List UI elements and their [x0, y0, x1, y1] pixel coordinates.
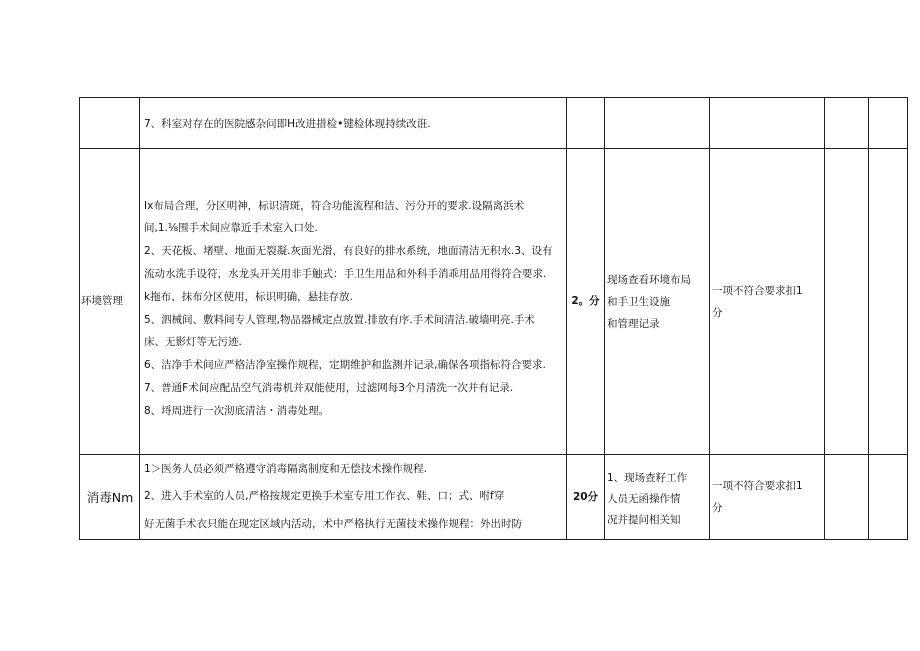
deduction-line: 一项不符合要求扣1	[712, 480, 803, 492]
table-row-prev	[80, 98, 908, 149]
content-line: 流动水洗手设符，水龙头开关用非手触式：手卫生用品和外科手消乖用品用得符合要求.	[144, 267, 547, 280]
category-disinfection: 消毒Nm	[80, 455, 140, 540]
content-line: 2、天花板、堵壁、地面无裂凝.灰面光滑，有良好的排水系统，地面清洁无积水.3、设有	[144, 245, 553, 258]
deduction-line: 分	[712, 306, 723, 319]
blank-cell	[825, 98, 869, 149]
method-line: 况并提问相关知	[607, 513, 681, 526]
method-line: 和手卫生设施	[607, 295, 670, 308]
content-line: k拖布、抹布分区使用，标识明确，悬挂存放.	[144, 290, 353, 303]
category-environment: 环境管理	[80, 149, 140, 455]
score-disinfection: 20分	[567, 455, 605, 540]
content-line: 好无菌手术衣只能在现定区域内活动，术中严格执行无菌技术操作规程：外出时防	[144, 517, 522, 530]
content-cell	[140, 455, 567, 540]
blank-cell	[825, 455, 869, 540]
score-cell	[567, 98, 605, 149]
blank-cell	[869, 455, 908, 540]
content-line: Ix布局合理，分区明神，标识清斑，符合功能流程和洁、污分开的要求.设隔离浜术	[144, 199, 525, 212]
content-line: 6、洁净手术间应严格洁净室操作规程，定期维护和监测并记录,确保各项指标符合要求.	[144, 359, 546, 372]
method-cell	[605, 98, 710, 149]
content-line: 2、进入手术室的人员,严格按规定更换手术室专用工作衣、鞋、口；式、咐f穿	[144, 490, 505, 503]
score-environment: 2。分	[567, 149, 605, 455]
deduction-cell	[710, 455, 825, 540]
content-line: 5、泗械间、敷料间专人管理,物品器械定点放置.排放有序.手术间清洁.破墙明亮.手术	[144, 313, 535, 326]
deduction-cell	[710, 149, 825, 455]
content-line: 8、埒周进行一次沏底清洁・消毒处理。	[144, 404, 330, 417]
deduction-cell	[710, 98, 825, 149]
deduction-line: 一项不符合要求扣1	[712, 284, 803, 297]
content-cell	[140, 98, 567, 149]
method-line: 人员无函操作情	[607, 492, 681, 505]
category-cell	[80, 98, 140, 149]
blank-cell	[825, 149, 869, 455]
method-line: 和管理记录	[607, 317, 660, 330]
table-row-disinfection	[80, 455, 908, 540]
method-line: 1、现场查籽工作	[607, 471, 688, 484]
content-line: 间,1.⅛围手术间应靠近手术室入口处.	[144, 222, 318, 235]
method-cell	[605, 455, 710, 540]
content-line: 7、科室对存在的医院感杂问即H改进措检•键检体现持续改诳.	[144, 117, 431, 130]
content-line: 1＞医务人员必须严格遵守消毒隔离制度和无偿技术操作规程.	[144, 462, 428, 475]
method-cell	[605, 149, 710, 455]
method-line: 现场查看环境布局	[607, 273, 691, 286]
deduction-line: 分	[712, 502, 723, 514]
table-row-environment	[80, 149, 908, 455]
blank-cell	[869, 98, 908, 149]
content-cell	[140, 149, 567, 455]
blank-cell	[869, 149, 908, 455]
content-line: 7、普通F术间应配品空气消毒机并双能使用，过滤网每3个月清洗一次并有记录.	[144, 381, 514, 394]
content-line: 床、无影灯等无污迹.	[144, 336, 242, 349]
assessment-table	[79, 97, 908, 540]
